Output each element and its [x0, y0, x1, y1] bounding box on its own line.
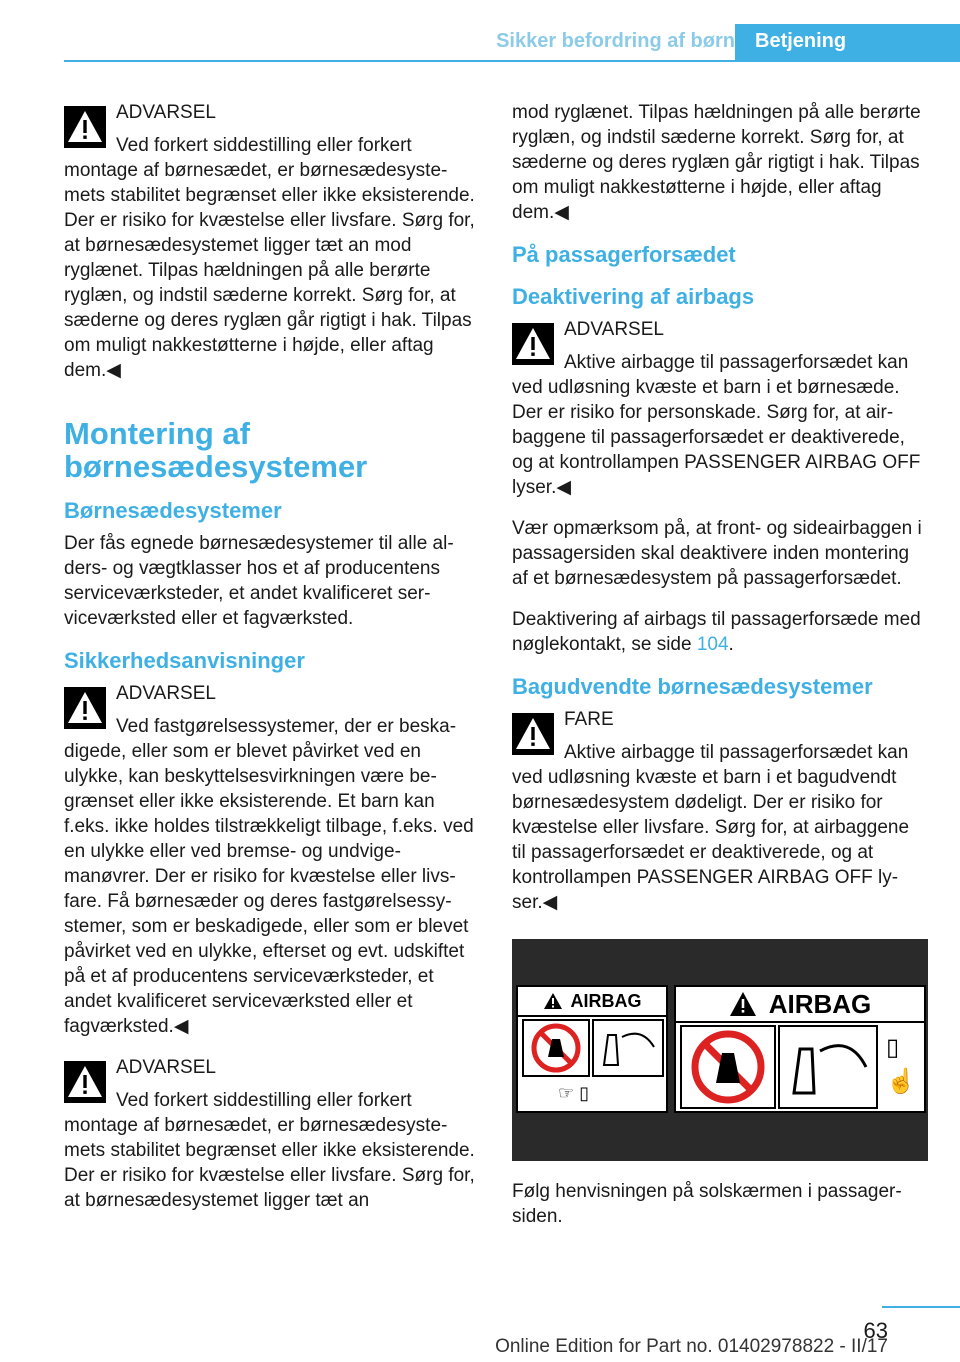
airbag-label-small-header [518, 987, 666, 1017]
warning-triangle-icon [512, 323, 554, 365]
warning-block [64, 1055, 476, 1213]
warning-title: ADVARSEL [116, 683, 216, 704]
warning-text: Aktive airbagge til passagerforsædet kan ved udløsning kvæste et barn i et børnesæde. Der er risiko for personskade. Sørg for, at airbaggene til passagerforsædet er deaktiverede, og at kontrollampen PASSENGER AIRBAG OFF lyser.◀ [512, 352, 921, 498]
paragraph-text: . [728, 634, 734, 655]
section-heading: Montering af børnesædesystemer [64, 416, 368, 484]
warning-triangle-icon [64, 687, 106, 729]
warning-triangle-icon [729, 991, 757, 1017]
airbag-label-large-text: AIRBAG [768, 988, 872, 1019]
subsection-heading: Deaktivering af airbags [512, 284, 755, 309]
danger-block [512, 707, 928, 915]
paragraph: mod ryglænet. Tilpas hældningen på alle berørte ryglæn, og indstil sæderne korrekt. Sørg for, at sæderne og deres ryglæn går rigtigt i hak. Tilpas om muligt nakkestøtterne i højde, eller aftag dem.◀ [512, 102, 921, 223]
subsection-heading: Bagudvendte børnesædesystemer [512, 674, 873, 699]
subsection-heading: På passagerforsædet [512, 242, 736, 267]
header-chapter-tab [735, 24, 960, 62]
paragraph-text: Deaktivering af airbags til passagerforsæde med nøglekontakt, se side [512, 609, 921, 655]
airbag-deploy-icon [778, 1025, 878, 1109]
footer-edition: Online Edition for Part no. 01402978822 - II/17 [495, 1336, 888, 1357]
warning-triangle-icon [512, 713, 554, 755]
paragraph: Vær opmærksom på, at front- og sideairbaggen i passagersiden skal deaktivere inden montering af et børnesædesystem på passagerforsædet. [512, 518, 922, 589]
subsection-heading: Børnesædesystemer [64, 498, 282, 523]
hand-and-book-icon: ☞ ▯ [558, 1083, 590, 1103]
paragraph [512, 607, 928, 657]
warning-block [512, 317, 928, 500]
warning-triangle-icon [543, 992, 563, 1010]
paragraph: Følg henvisningen på solskærmen i passagersiden. [512, 1181, 902, 1227]
no-child-seat-icon [680, 1025, 776, 1109]
warning-block [64, 681, 476, 1039]
warning-title: ADVARSEL [116, 1057, 216, 1078]
page-reference-link[interactable]: 104 [696, 634, 729, 655]
book-and-hand-icon: ▯ ☝ [886, 1034, 916, 1095]
airbag-deploy-icon [592, 1019, 664, 1077]
right-column [512, 100, 928, 1245]
warning-text: Ved fastgørelsessystemer, der er beskadigede, eller som er blevet påvirket ved en ulykke, kan beskyttelsesvirkningen være begrænset eller ikke eksisterende. Et barn kan f.eks. ikke holdes tilstrækkeligt tilbage, f.eks. ved en ulykke eller ved bremse- og undvigemanøvrer. Der er risiko for kvæstelse eller livsfare. Få børnesæder og deres fastgørelsessystemer, som er beskadigede, eller som er blevet påvirket ved en ulykke, efterset og evt. udskiftet på et af producentens serviceværksteder, et andet kvalificeret serviceværksted eller et fagværksted.◀ [64, 716, 474, 1037]
warning-title: ADVARSEL [116, 102, 216, 123]
warning-triangle-icon [64, 1061, 106, 1103]
no-child-seat-icon [522, 1019, 590, 1077]
airbag-warning-label-image [512, 939, 928, 1161]
warning-text: Ved forkert siddestilling eller forkert montage af børnesædet, er børnesædesystemets stabilitet begrænset eller ikke eksisterende. Der er risiko for kvæstelse eller livsfare. Sørg for, at børnesædesystemet ligger tæt an [64, 1090, 475, 1211]
warning-block [64, 100, 476, 383]
left-column [64, 100, 476, 1229]
subsection-heading: Sikkerhedsanvisninger [64, 648, 305, 673]
page-number: 63 [863, 1318, 888, 1343]
danger-text: Aktive airbagge til passagerforsædet kan ved udløsning kvæste et barn i et bagudvendt børnesædesystem dødeligt. Der er risiko for kvæstelse eller livsfare. Sørg for, at airbaggene til passagerforsædet er deaktiverede, og at kontrollampen PASSENGER AIRBAG OFF lyser.◀ [512, 742, 910, 913]
warning-text: Ved forkert siddestilling eller forkert montage af børnesædet, er børnesædesystemets stabilitet begrænset eller ikke eksisterende. Der er risiko for kvæstelse eller livsfare. Sørg for, at børnesædesystemet ligger tæt an mod ryglænet. Tilpas hældningen på alle berørte ryglæn, og indstil sæderne korrekt. Sørg for, at sæderne og deres ryglæn går rigtigt i hak. Tilpas om muligt nakkestøtterne i højde, eller aftag dem.◀ [64, 135, 475, 381]
header-section-title: Sikker befordring af børn [496, 30, 735, 52]
warning-triangle-icon [64, 106, 106, 148]
page-header [0, 0, 960, 62]
footer-rule [882, 1306, 960, 1308]
danger-title: FARE [564, 709, 614, 730]
paragraph: Der fås egnede børnesædesystemer til alle alders- og vægtklasser hos et af producentens serviceværksteder, et andet kvalificeret serviceværksted eller et fagværksted. [64, 533, 454, 629]
header-chapter-label: Betjening [755, 30, 847, 52]
airbag-label-small [516, 985, 668, 1113]
airbag-label-large [674, 985, 926, 1113]
airbag-label-small-text: AIRBAG [570, 990, 642, 1011]
airbag-label-large-header [676, 987, 924, 1023]
warning-title: ADVARSEL [564, 319, 664, 340]
